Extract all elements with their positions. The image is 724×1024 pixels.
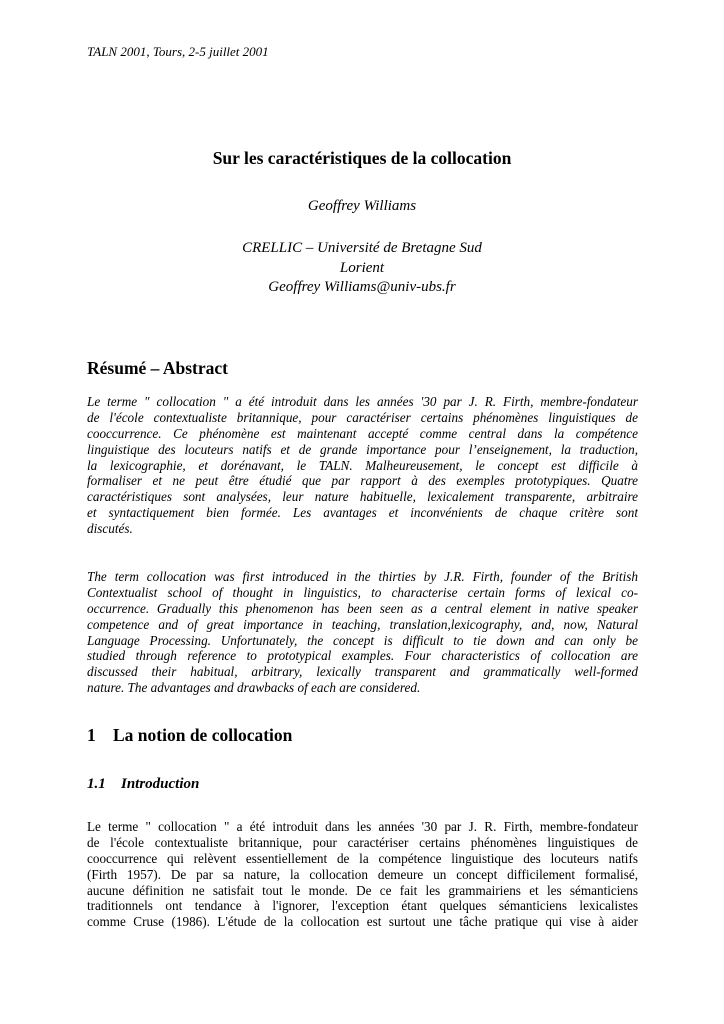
text-line: linguistique des locuteurs natifs et de grande importance pour l’enseignement, la traduction,: [87, 441, 638, 457]
text-line: aucune définition ne satisfait tout le monde. De ce fait les grammairiens et les sémanticiens: [87, 882, 638, 898]
text-line: de l'école contextualiste britannique, pour caractériser certains phénomènes linguistiques de: [87, 409, 638, 425]
running-header: TALN 2001, Tours, 2-5 juillet 2001: [87, 44, 269, 59]
text-line: Le terme " collocation " a été introduit dans les années '30 par J. R. Firth, membre-fondateur: [87, 394, 638, 409]
text-line: Le terme " collocation " a été introduit dans les années '30 par J. R. Firth, membre-fondateur: [87, 819, 638, 834]
text-line: competence and of great importance in teaching, translation,lexicography, and, now, Natural: [87, 616, 638, 632]
abstract-french: [87, 394, 638, 537]
section-heading: [87, 725, 292, 746]
text-line: traditionnels ont tendance à l'ignorer, l'exception étant quelques sémanticiens lexicalistes: [87, 898, 638, 914]
text-line: Language Processing. Unfortunately, the concept is difficult to tie down and can only be: [87, 632, 638, 648]
text-line: discutés.: [87, 521, 133, 536]
abstract-english: [87, 569, 638, 696]
abstract-heading: Résumé – Abstract: [87, 358, 228, 378]
text-line: cooccurrence. Ce phénomène est maintenant accepté comme central dans la compétence: [87, 425, 638, 441]
text-line: studied through reference to prototypical examples. Four characteristics of collocation are: [87, 648, 638, 664]
author-email: Geoffrey Williams@univ-ubs.fr: [268, 279, 456, 295]
text-line: formaliser et ne peut être étudié que par rapport à des exemples prototypiques. Quatre: [87, 473, 638, 489]
paper-title: Sur les caractéristiques de la collocation: [212, 148, 512, 168]
body-paragraph: [87, 819, 638, 930]
text-line: occurrence. Gradually this phenomenon has been seen as a central element in native speaker: [87, 600, 638, 616]
subsection-title: Introduction: [121, 776, 200, 792]
text-line: (Firth 1957). De par sa nature, la collocation demeure un concept difficilement formalisé,: [87, 866, 638, 882]
text-line: discussed their habitual, arbitrary, lexically transparent and grammatically well-formed: [87, 664, 638, 680]
text-line: comme Cruse (1986). L'étude de la collocation est surtout une tâche pratique qui vise à aider: [87, 914, 638, 930]
text-line: et syntactiquement bien formée. Les avantages et inconvénients de chaque critère sont: [87, 505, 638, 521]
text-line: de l'école contextualiste britannique, pour caractériser certains phénomènes linguistiques de: [87, 834, 638, 850]
author-affiliation: [0, 239, 724, 298]
text-line: la lexicographie, et dorénavant, le TALN. Malheureusement, le concept est difficile à: [87, 457, 638, 473]
text-line: caractéristiques sont analysées, leur nature habituelle, lexicalement transparente, arbitraire: [87, 489, 638, 505]
section-number: 1: [87, 725, 96, 745]
section-title: La notion de collocation: [113, 725, 293, 745]
text-line: nature. The advantages and drawbacks of each are considered.: [87, 680, 421, 696]
affiliation-line: Lorient: [339, 259, 385, 276]
affiliation-line: CRELLIC – Université de Bretagne Sud: [242, 240, 482, 256]
text-line: Contextualist school of thought in linguistics, to characterise certain forms of lexical co-: [87, 584, 638, 600]
subsection-number: 1.1: [87, 776, 106, 792]
text-line: The term collocation was first introduced in the thirties by J.R. Firth, founder of the British: [87, 569, 638, 584]
author-name: Geoffrey Williams: [307, 198, 417, 214]
text-line: cooccurrence qui relèvent essentiellement de la compétence linguistique des locuteurs natifs: [87, 850, 638, 866]
subsection-heading: [87, 776, 199, 793]
